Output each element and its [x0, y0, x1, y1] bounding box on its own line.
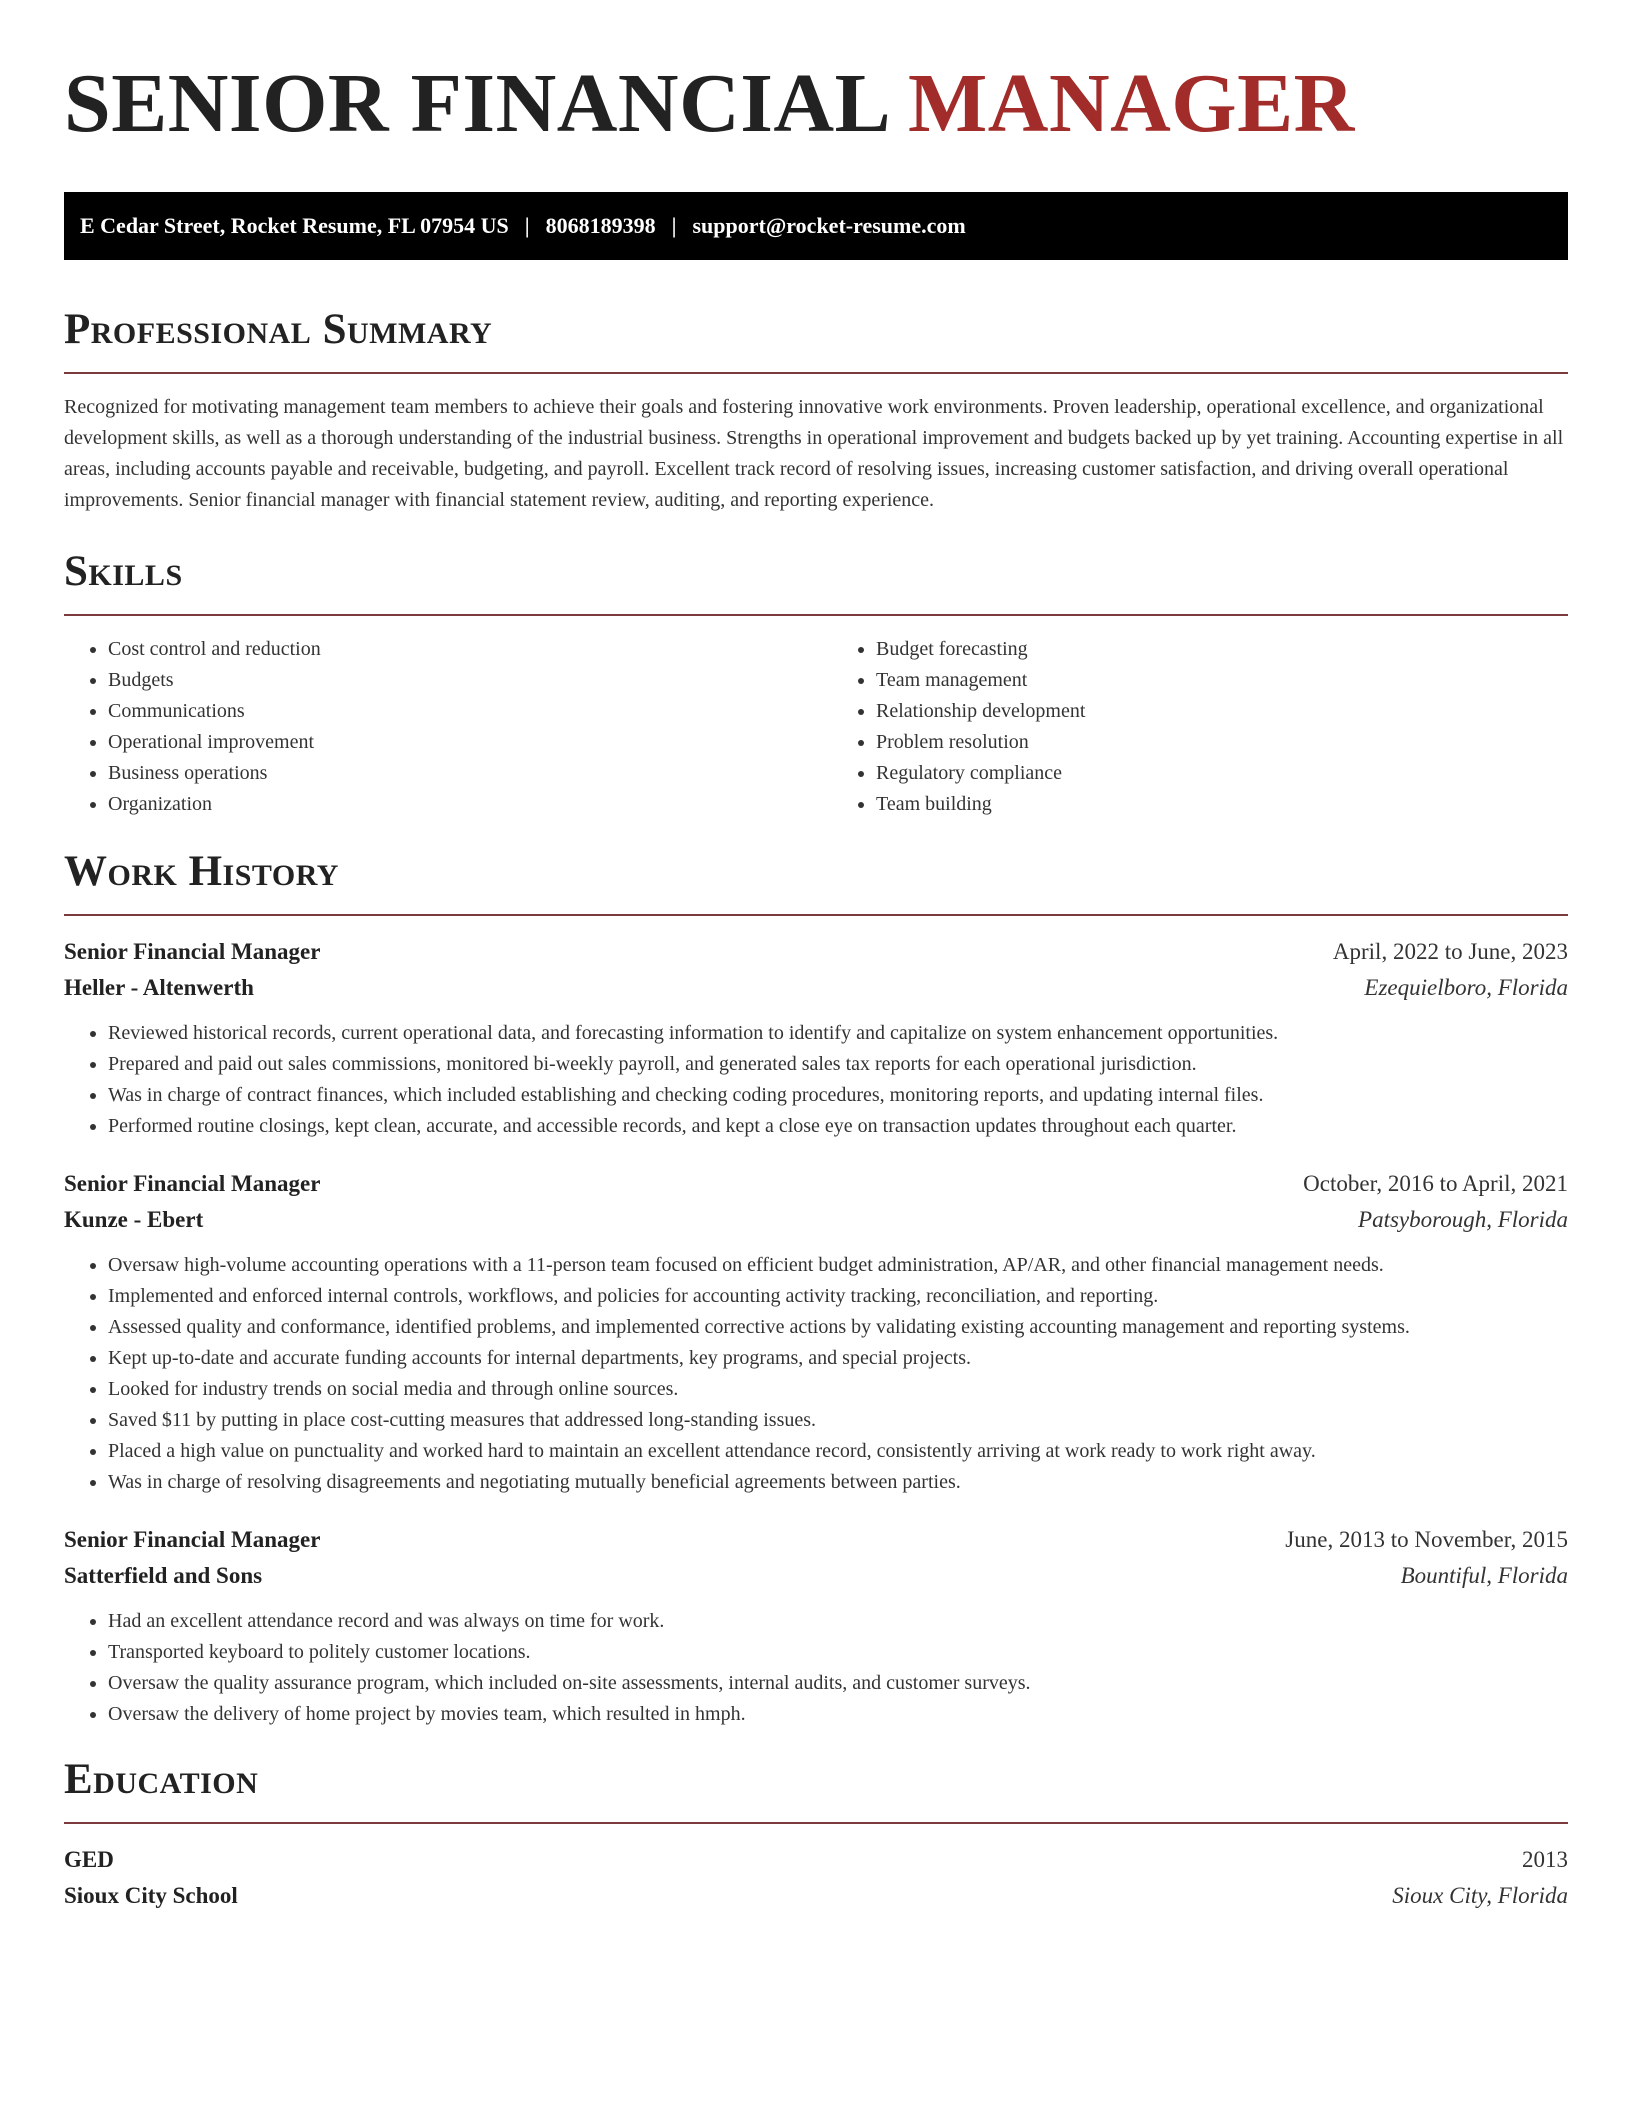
job-entry [64, 934, 1568, 1142]
job-company-row [64, 1558, 1568, 1594]
skill-item: • Organization [108, 789, 800, 820]
job-bullet: • Looked for industry trends on social media and through online sources. [108, 1374, 1568, 1405]
job-dates: June, 2013 to November, 2015 [1285, 1527, 1568, 1552]
contact-phone: 8068189398 [545, 213, 656, 238]
section-heading: Professional Summary [64, 306, 493, 353]
job-location: Ezequielboro, Florida [1364, 975, 1568, 1000]
job-bullet: • Had an excellent attendance record and was always on time for work. [108, 1606, 1568, 1637]
job-header-row [64, 1522, 1568, 1558]
skill-item: • Regulatory compliance [876, 758, 1568, 789]
skills-grid [64, 634, 1568, 820]
job-title: Senior Financial Manager [64, 1171, 321, 1196]
section-divider [64, 372, 1568, 374]
contact-address: E Cedar Street, Rocket Resume, FL 07954 US [80, 213, 509, 238]
job-bullet: • Oversaw the delivery of home project by movies team, which resulted in hmph. [108, 1699, 1568, 1730]
education-school-row [64, 1878, 1568, 1914]
education-school: Sioux City School [64, 1883, 238, 1908]
skills-section [64, 546, 1568, 820]
job-header-row [64, 1166, 1568, 1202]
job-bullet: • Assessed quality and conformance, identified problems, and implemented corrective actions by validating existing accounting management and reporting systems. [108, 1312, 1568, 1343]
job-dates: April, 2022 to June, 2023 [1332, 939, 1568, 964]
resume-title [64, 58, 1568, 150]
job-company: Kunze - Ebert [64, 1207, 204, 1232]
job-bullet: • Prepared and paid out sales commissions, monitored bi-weekly payroll, and generated sales tax reports for each operational jurisdiction. [108, 1049, 1568, 1080]
job-bullet: • Reviewed historical records, current operational data, and forecasting information to identify and capitalize on system enhancement opportunities. [108, 1018, 1568, 1049]
section-heading: Skills [64, 548, 183, 595]
job-bullet: • Transported keyboard to politely customer locations. [108, 1637, 1568, 1668]
job-location: Bountiful, Florida [1400, 1563, 1568, 1588]
skill-item: • Operational improvement [108, 727, 800, 758]
contact-email: support@rocket-resume.com [692, 213, 966, 238]
job-bullets [64, 1018, 1568, 1142]
section-divider [64, 614, 1568, 616]
skill-item: • Business operations [108, 758, 800, 789]
job-bullet: • Implemented and enforced internal controls, workflows, and policies for accounting activity tracking, reconciliation, and reporting. [108, 1281, 1568, 1312]
education-year: 2013 [1522, 1847, 1568, 1872]
work-history-section [64, 846, 1568, 1730]
job-bullet: • Kept up-to-date and accurate funding accounts for internal departments, key programs, and special projects. [108, 1343, 1568, 1374]
contact-separator: | [524, 213, 530, 238]
section-heading: Work History [64, 848, 339, 895]
summary-text: Recognized for motivating management team members to achieve their goals and fostering innovative work environments. Proven leadership, operational excellence, and organizational development skills, as well as a thorough understanding of the industrial business. Strengths in operational improvement and budgets backed up by yet training. Accounting expertise in all areas, including accounts payable and receivable, budgeting, and payroll. Excellent track record of resolving issues, increasing customer satisfaction, and driving overall operational improvements. Senior financial manager with financial statement review, auditing, and reporting experience. [64, 396, 1564, 511]
skill-item: • Team building [876, 789, 1568, 820]
job-bullets [64, 1606, 1568, 1730]
skill-item: • Problem resolution [876, 727, 1568, 758]
skill-item: • Budgets [108, 665, 800, 696]
job-title: Senior Financial Manager [64, 939, 321, 964]
job-bullet: • Was in charge of contract finances, which included establishing and checking coding procedures, monitoring reports, and updating internal files. [108, 1080, 1568, 1111]
job-bullet: • Performed routine closings, kept clean, accurate, and accessible records, and kept a close eye on transaction updates throughout each quarter. [108, 1111, 1568, 1142]
job-entry [64, 1522, 1568, 1730]
section-heading: Education [64, 1756, 259, 1803]
skill-item: • Relationship development [876, 696, 1568, 727]
job-company: Heller - Altenwerth [64, 975, 254, 1000]
skill-item: • Cost control and reduction [108, 634, 800, 665]
job-header-row [64, 934, 1568, 970]
title-part-accent: MANAGER [908, 57, 1355, 150]
job-dates: October, 2016 to April, 2021 [1303, 1171, 1568, 1196]
job-bullet: • Oversaw high-volume accounting operations with a 11-person team focused on efficient budget administration, AP/AR, and other financial management needs. [108, 1250, 1568, 1281]
education-section [64, 1754, 1568, 1914]
skills-list-right [832, 634, 1568, 820]
skill-item: • Communications [108, 696, 800, 727]
education-degree: GED [64, 1847, 114, 1872]
skill-item: • Budget forecasting [876, 634, 1568, 665]
section-divider [64, 914, 1568, 916]
contact-bar [64, 192, 1568, 260]
education-degree-row [64, 1842, 1568, 1878]
job-company-row [64, 1202, 1568, 1238]
contact-separator: | [671, 213, 677, 238]
job-bullet: • Oversaw the quality assurance program, which included on-site assessments, internal audits, and customer surveys. [108, 1668, 1568, 1699]
job-bullet: • Was in charge of resolving disagreements and negotiating mutually beneficial agreements between parties. [108, 1467, 1568, 1498]
education-location: Sioux City, Florida [1392, 1883, 1568, 1908]
job-location: Patsyborough, Florida [1358, 1207, 1568, 1232]
job-bullet: • Placed a high value on punctuality and worked hard to maintain an excellent attendance record, consistently arriving at work ready to work right away. [108, 1436, 1568, 1467]
job-entry [64, 1166, 1568, 1498]
section-divider [64, 1822, 1568, 1824]
job-bullet: • Saved $11 by putting in place cost-cutting measures that addressed long-standing issues. [108, 1405, 1568, 1436]
job-company: Satterfield and Sons [64, 1563, 263, 1588]
job-title: Senior Financial Manager [64, 1527, 321, 1552]
skill-item: • Team management [876, 665, 1568, 696]
skills-list-left [64, 634, 800, 820]
job-bullets [64, 1250, 1568, 1498]
job-company-row [64, 970, 1568, 1006]
summary-section [64, 304, 1568, 516]
title-part-main: SENIOR FINANCIAL [64, 57, 887, 150]
